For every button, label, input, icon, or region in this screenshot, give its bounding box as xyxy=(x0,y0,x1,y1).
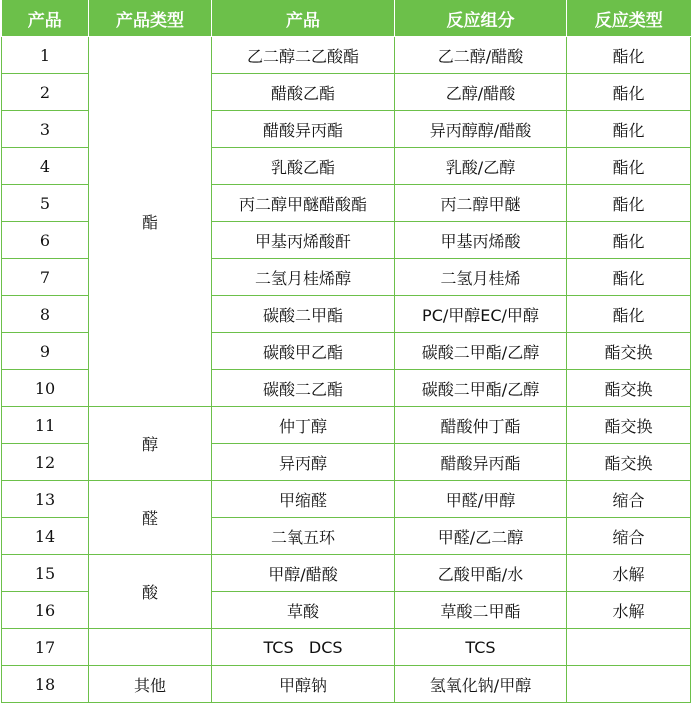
components-cell: 甲醛/乙二醇 xyxy=(395,518,567,555)
components-cell: 碳酸二甲酯/乙醇 xyxy=(395,370,567,407)
product-cell: 甲基丙烯酸酐 xyxy=(212,222,395,259)
reaction-type-cell: 水解 xyxy=(567,555,691,592)
table-row xyxy=(2,407,691,444)
reaction-type-cell xyxy=(567,666,691,703)
reaction-type-cell: 酯化 xyxy=(567,259,691,296)
reaction-type-cell: 酯化 xyxy=(567,296,691,333)
product-type-cell: 其他 xyxy=(89,666,212,703)
product-cell: 碳酸甲乙酯 xyxy=(212,333,395,370)
product-type-cell xyxy=(89,629,212,666)
row-number: 11 xyxy=(2,407,89,444)
product-cell: 甲醇钠 xyxy=(212,666,395,703)
header-product-type: 产品类型 xyxy=(89,0,212,37)
product-cell: 二氧五环 xyxy=(212,518,395,555)
row-number: 7 xyxy=(2,259,89,296)
header-components: 反应组分 xyxy=(395,0,567,37)
reaction-type-cell: 酯化 xyxy=(567,37,691,74)
reaction-type-cell xyxy=(567,629,691,666)
table-row xyxy=(2,481,691,518)
row-number: 1 xyxy=(2,37,89,74)
product-cell: 乳酸乙酯 xyxy=(212,148,395,185)
row-number: 14 xyxy=(2,518,89,555)
components-cell: 乙醇/醋酸 xyxy=(395,74,567,111)
components-cell: 丙二醇甲醚 xyxy=(395,185,567,222)
product-cell: 丙二醇甲醚醋酸酯 xyxy=(212,185,395,222)
components-cell: 氢氧化钠/甲醇 xyxy=(395,666,567,703)
row-number: 15 xyxy=(2,555,89,592)
components-cell: PC/甲醇EC/甲醇 xyxy=(395,296,567,333)
row-number: 13 xyxy=(2,481,89,518)
product-cell: TCS DCS xyxy=(212,629,395,666)
table-row xyxy=(2,666,691,703)
row-number: 4 xyxy=(2,148,89,185)
components-cell: 醋酸仲丁酯 xyxy=(395,407,567,444)
product-cell: 仲丁醇 xyxy=(212,407,395,444)
product-cell: 草酸 xyxy=(212,592,395,629)
product-cell: 醋酸乙酯 xyxy=(212,74,395,111)
row-number: 3 xyxy=(2,111,89,148)
components-cell: 醋酸异丙酯 xyxy=(395,444,567,481)
product-cell: 二氢月桂烯醇 xyxy=(212,259,395,296)
components-cell: 草酸二甲酯 xyxy=(395,592,567,629)
product-cell: 异丙醇 xyxy=(212,444,395,481)
reaction-type-cell: 酯化 xyxy=(567,74,691,111)
reaction-type-cell: 酯交换 xyxy=(567,407,691,444)
row-number: 10 xyxy=(2,370,89,407)
reaction-type-cell: 缩合 xyxy=(567,481,691,518)
components-cell: 乙二醇/醋酸 xyxy=(395,37,567,74)
header-reaction-type: 反应类型 xyxy=(567,0,691,37)
row-number: 8 xyxy=(2,296,89,333)
table-row xyxy=(2,37,691,74)
product-cell: 甲醇/醋酸 xyxy=(212,555,395,592)
reaction-type-cell: 酯化 xyxy=(567,185,691,222)
reaction-type-cell: 酯化 xyxy=(567,148,691,185)
components-cell: 乙酸甲酯/水 xyxy=(395,555,567,592)
row-number: 2 xyxy=(2,74,89,111)
product-type-cell: 醛 xyxy=(89,481,212,555)
row-number: 18 xyxy=(2,666,89,703)
product-type-cell: 醇 xyxy=(89,407,212,481)
row-number: 12 xyxy=(2,444,89,481)
product-table xyxy=(1,0,691,703)
product-cell: 碳酸二甲酯 xyxy=(212,296,395,333)
header-product: 产品 xyxy=(212,0,395,37)
reaction-type-cell: 酯交换 xyxy=(567,370,691,407)
header-row xyxy=(2,0,691,37)
components-cell: 二氢月桂烯 xyxy=(395,259,567,296)
components-cell: 甲醛/甲醇 xyxy=(395,481,567,518)
product-cell: 碳酸二乙酯 xyxy=(212,370,395,407)
components-cell: 异丙醇醇/醋酸 xyxy=(395,111,567,148)
product-type-cell: 酸 xyxy=(89,555,212,629)
product-type-cell: 酯 xyxy=(89,37,212,407)
product-cell: 甲缩醛 xyxy=(212,481,395,518)
product-cell: 乙二醇二乙酸酯 xyxy=(212,37,395,74)
product-cell: 醋酸异丙酯 xyxy=(212,111,395,148)
reaction-type-cell: 水解 xyxy=(567,592,691,629)
table-row xyxy=(2,555,691,592)
row-number: 6 xyxy=(2,222,89,259)
table-row xyxy=(2,629,691,666)
header-product-no: 产品 xyxy=(2,0,89,37)
components-cell: 甲基丙烯酸 xyxy=(395,222,567,259)
components-cell: 碳酸二甲酯/乙醇 xyxy=(395,333,567,370)
reaction-type-cell: 酯化 xyxy=(567,111,691,148)
row-number: 16 xyxy=(2,592,89,629)
row-number: 17 xyxy=(2,629,89,666)
components-cell: 乳酸/乙醇 xyxy=(395,148,567,185)
row-number: 9 xyxy=(2,333,89,370)
reaction-type-cell: 酯交换 xyxy=(567,444,691,481)
reaction-type-cell: 酯交换 xyxy=(567,333,691,370)
reaction-type-cell: 缩合 xyxy=(567,518,691,555)
row-number: 5 xyxy=(2,185,89,222)
components-cell: TCS xyxy=(395,629,567,666)
reaction-type-cell: 酯化 xyxy=(567,222,691,259)
